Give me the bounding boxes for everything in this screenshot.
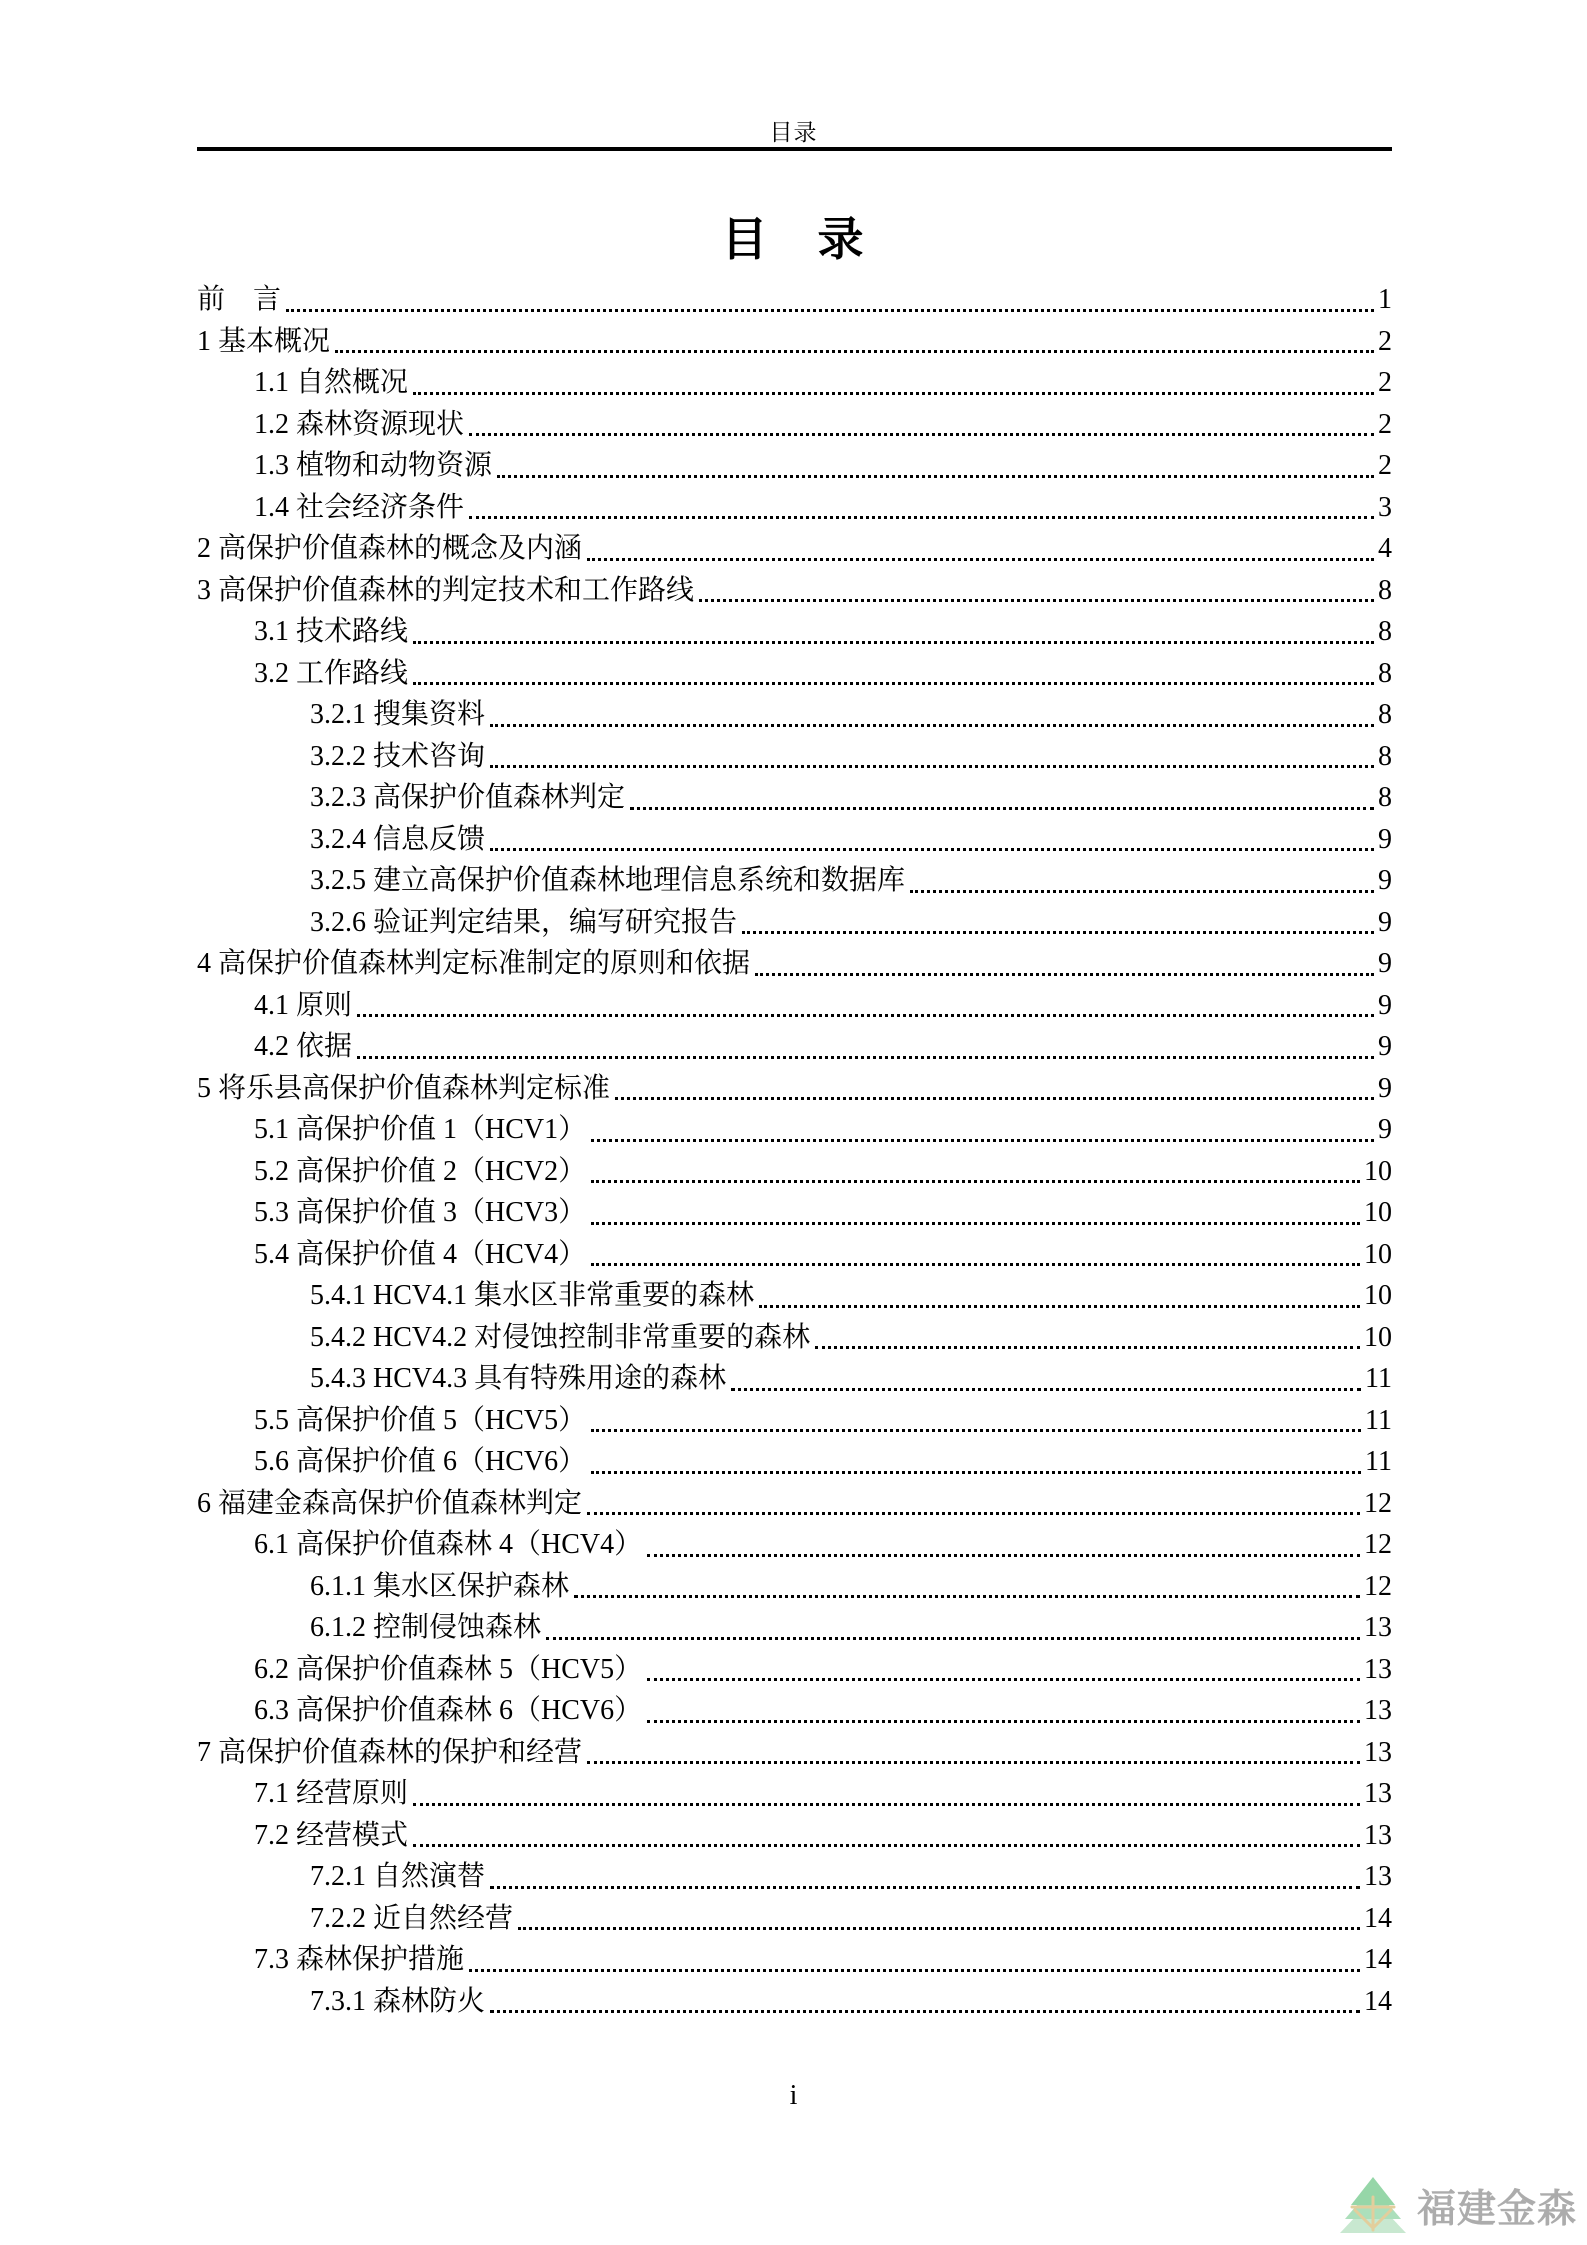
toc-entry[interactable]	[197, 1483, 1392, 1525]
toc-entry-label: 6.1.2 控制侵蚀森林	[310, 1612, 542, 1643]
toc-entry-label: 7.3.1 森林防火	[310, 1985, 486, 2017]
dot-leader	[413, 1844, 1360, 1847]
toc-entry-page: 8	[1378, 616, 1392, 647]
toc-entry[interactable]	[197, 1400, 1392, 1442]
dot-leader	[755, 973, 1374, 976]
toc-entry-label: 3.2.6 验证判定结果，编写研究报告	[310, 906, 738, 938]
toc-entry-label: 5.4.3 HCV4.3 具有特殊用途的森林	[310, 1363, 727, 1394]
toc-entry-label: 1 基本概况	[197, 325, 331, 357]
toc-entry-page: 13	[1364, 1778, 1392, 1809]
dot-leader	[647, 1678, 1360, 1681]
dot-leader	[490, 2010, 1360, 2013]
toc-entry-page: 13	[1364, 1819, 1392, 1851]
toc-entry-page: 9	[1378, 906, 1392, 938]
toc-entry-page: 9	[1378, 865, 1392, 896]
toc-entry[interactable]	[197, 1234, 1392, 1276]
toc-entry[interactable]	[197, 362, 1392, 404]
toc-entry-page: 13	[1364, 1612, 1392, 1643]
toc-entry[interactable]	[197, 1275, 1392, 1317]
toc-entry[interactable]	[197, 1981, 1392, 2023]
toc-entry-page: 8	[1378, 574, 1392, 606]
toc-entry-label: 6 福建金森高保护价值森林判定	[197, 1487, 583, 1519]
toc-entry-label: 5.2 高保护价值 2（HCV2）	[254, 1155, 587, 1187]
dot-leader	[490, 765, 1374, 768]
toc-entry-page: 10	[1364, 1280, 1392, 1311]
dot-leader	[647, 1720, 1360, 1723]
toc-entry-page: 2	[1378, 450, 1392, 481]
dot-leader	[413, 682, 1374, 685]
toc-entry-label: 4.1 原则	[254, 989, 353, 1021]
dot-leader	[647, 1554, 1360, 1557]
toc-entry-page: 11	[1365, 1446, 1392, 1477]
dot-leader	[591, 1222, 1360, 1225]
toc-entry[interactable]	[197, 985, 1392, 1027]
toc-entry-page: 13	[1364, 1861, 1392, 1892]
dot-leader	[815, 1346, 1360, 1349]
toc-entry[interactable]	[197, 819, 1392, 861]
toc-entry-page: 10	[1364, 1155, 1392, 1187]
pine-tree-icon	[1338, 2176, 1408, 2236]
toc-entry-page: 13	[1364, 1653, 1392, 1685]
dot-leader	[546, 1637, 1360, 1640]
toc-entry[interactable]	[197, 653, 1392, 695]
toc-entry[interactable]	[197, 1898, 1392, 1940]
toc-entry-page: 13	[1364, 1736, 1392, 1768]
toc-entry[interactable]	[197, 445, 1392, 487]
toc-entry-label: 前 言	[197, 284, 282, 315]
toc-entry-page: 9	[1378, 1114, 1392, 1145]
toc-entry[interactable]	[197, 1068, 1392, 1110]
toc-entry-page: 1	[1378, 284, 1392, 315]
toc-entry[interactable]	[197, 1607, 1392, 1649]
toc-entry-page: 9	[1378, 989, 1392, 1021]
dot-leader	[286, 309, 1374, 312]
toc-entry[interactable]	[197, 902, 1392, 944]
dot-leader	[469, 433, 1374, 436]
toc-entry[interactable]	[197, 1192, 1392, 1234]
toc-entry-label: 5.4 高保护价值 4（HCV4）	[254, 1238, 587, 1270]
toc-entry[interactable]	[197, 321, 1392, 363]
toc-entry-page: 8	[1378, 740, 1392, 772]
toc-entry-label: 7.2 经营模式	[254, 1819, 409, 1851]
toc-list	[197, 279, 1392, 2022]
toc-entry-page: 8	[1378, 782, 1392, 813]
toc-entry-page: 2	[1378, 408, 1392, 440]
toc-entry-page: 9	[1378, 1072, 1392, 1104]
running-header: 目录	[769, 120, 818, 145]
dot-leader	[469, 1969, 1360, 1972]
toc-entry[interactable]	[197, 1566, 1392, 1608]
toc-entry-label: 5 将乐县高保护价值森林判定标准	[197, 1072, 611, 1104]
toc-entry-page: 12	[1364, 1570, 1392, 1602]
dot-leader	[759, 1305, 1360, 1308]
toc-entry-label: 6.1.1 集水区保护森林	[310, 1570, 570, 1602]
dot-leader	[413, 1803, 1360, 1806]
dot-leader	[630, 807, 1374, 810]
toc-entry-label: 1.4 社会经济条件	[254, 491, 465, 523]
dot-leader	[615, 1097, 1374, 1100]
dot-leader	[591, 1180, 1360, 1183]
dot-leader	[587, 558, 1374, 561]
company-logo	[1338, 2176, 1577, 2236]
toc-entry-page: 9	[1378, 823, 1392, 855]
toc-entry-page: 9	[1378, 948, 1392, 979]
toc-entry-page: 12	[1364, 1487, 1392, 1519]
toc-entry-page: 14	[1364, 1944, 1392, 1975]
toc-entry-page: 8	[1378, 699, 1392, 730]
toc-entry-page: 11	[1365, 1404, 1392, 1436]
toc-entry[interactable]	[197, 1358, 1392, 1400]
toc-entry-label: 6.3 高保护价值森林 6（HCV6）	[254, 1695, 643, 1726]
dot-leader	[497, 475, 1374, 478]
toc-entry[interactable]	[197, 736, 1392, 778]
toc-entry[interactable]	[197, 1441, 1392, 1483]
dot-leader	[357, 1014, 1374, 1017]
toc-entry[interactable]	[197, 487, 1392, 529]
toc-entry-page: 2	[1378, 325, 1392, 357]
toc-entry-page: 9	[1378, 1031, 1392, 1062]
toc-entry-label: 4.2 依据	[254, 1031, 353, 1062]
toc-entry-page: 3	[1378, 491, 1392, 523]
toc-entry-label: 3.2.4 信息反馈	[310, 823, 486, 855]
company-logo-text: 福建金森	[1417, 2188, 1578, 2231]
toc-entry[interactable]	[197, 1773, 1392, 1815]
toc-entry-page: 14	[1364, 1985, 1392, 2017]
dot-leader	[910, 890, 1374, 893]
dot-leader	[591, 1471, 1361, 1474]
toc-entry-label: 5.4.2 HCV4.2 对侵蚀控制非常重要的森林	[310, 1321, 811, 1353]
toc-entry-label: 7.3 森林保护措施	[254, 1944, 465, 1975]
toc-entry-label: 3.2 工作路线	[254, 657, 409, 689]
toc-entry[interactable]	[197, 777, 1392, 819]
dot-leader	[413, 641, 1374, 644]
toc-entry-label: 1.1 自然概况	[254, 367, 409, 398]
dot-leader	[591, 1429, 1361, 1432]
toc-entry-label: 2 高保护价值森林的概念及内涵	[197, 533, 583, 564]
toc-entry[interactable]	[197, 1026, 1392, 1068]
toc-entry[interactable]	[197, 1317, 1392, 1359]
dot-leader	[587, 1761, 1360, 1764]
dot-leader	[490, 724, 1374, 727]
toc-entry[interactable]	[197, 1151, 1392, 1193]
toc-entry[interactable]	[197, 611, 1392, 653]
toc-entry[interactable]	[197, 528, 1392, 570]
dot-leader	[518, 1927, 1360, 1930]
toc-entry-page: 14	[1364, 1902, 1392, 1934]
dot-leader	[591, 1263, 1360, 1266]
page-number: i	[789, 2080, 798, 2111]
header-rule	[197, 147, 1392, 151]
toc-entry[interactable]	[197, 1732, 1392, 1774]
dot-leader	[413, 392, 1374, 395]
toc-entry-label: 5.4.1 HCV4.1 集水区非常重要的森林	[310, 1280, 755, 1311]
toc-entry-label: 3.2.1 搜集资料	[310, 699, 486, 730]
toc-entry[interactable]	[197, 1649, 1392, 1691]
toc-entry-page: 10	[1364, 1321, 1392, 1353]
toc-entry[interactable]	[197, 279, 1392, 321]
toc-entry-page: 12	[1364, 1529, 1392, 1560]
toc-entry-label: 3.2.5 建立高保护价值森林地理信息系统和数据库	[310, 865, 906, 896]
toc-entry[interactable]	[197, 404, 1392, 446]
dot-leader	[469, 516, 1374, 519]
toc-entry-page: 4	[1378, 533, 1392, 564]
toc-entry[interactable]	[197, 1690, 1392, 1732]
toc-entry-page: 10	[1364, 1238, 1392, 1270]
toc-entry-label: 5.3 高保护价值 3（HCV3）	[254, 1197, 587, 1228]
toc-entry-page: 10	[1364, 1197, 1392, 1228]
toc-entry-label: 5.1 高保护价值 1（HCV1）	[254, 1114, 587, 1145]
toc-entry[interactable]	[197, 694, 1392, 736]
toc-entry-label: 4 高保护价值森林判定标准制定的原则和依据	[197, 948, 751, 979]
toc-entry-label: 3.1 技术路线	[254, 616, 409, 647]
dot-leader	[335, 350, 1374, 353]
toc-entry[interactable]	[197, 1939, 1392, 1981]
toc-entry-label: 3.2.3 高保护价值森林判定	[310, 782, 626, 813]
toc-entry-label: 3 高保护价值森林的判定技术和工作路线	[197, 574, 695, 606]
dot-leader	[490, 1886, 1360, 1889]
dot-leader	[591, 1139, 1374, 1142]
toc-entry-label: 5.6 高保护价值 6（HCV6）	[254, 1446, 587, 1477]
dot-leader	[357, 1056, 1374, 1059]
page-title: 目 录	[721, 214, 866, 265]
toc-entry-label: 1.3 植物和动物资源	[254, 450, 493, 481]
toc-entry-label: 7.2.2 近自然经营	[310, 1902, 514, 1934]
dot-leader	[699, 599, 1374, 602]
toc-entry-label: 7 高保护价值森林的保护和经营	[197, 1736, 583, 1768]
toc-entry[interactable]	[197, 860, 1392, 902]
dot-leader	[574, 1595, 1360, 1598]
toc-entry-label: 6.2 高保护价值森林 5（HCV5）	[254, 1653, 643, 1685]
toc-entry[interactable]	[197, 1524, 1392, 1566]
dot-leader	[587, 1512, 1360, 1515]
toc-entry-label: 5.5 高保护价值 5（HCV5）	[254, 1404, 587, 1436]
toc-entry[interactable]	[197, 1856, 1392, 1898]
toc-entry-label: 7.2.1 自然演替	[310, 1861, 486, 1892]
toc-entry[interactable]	[197, 1815, 1392, 1857]
dot-leader	[731, 1388, 1361, 1391]
toc-entry[interactable]	[197, 1109, 1392, 1151]
toc-entry-page: 11	[1365, 1363, 1392, 1394]
dot-leader	[490, 848, 1374, 851]
toc-entry-page: 8	[1378, 657, 1392, 689]
toc-entry[interactable]	[197, 570, 1392, 612]
dot-leader	[742, 931, 1374, 934]
toc-entry-page: 2	[1378, 367, 1392, 398]
toc-entry-page: 13	[1364, 1695, 1392, 1726]
toc-entry-label: 7.1 经营原则	[254, 1778, 409, 1809]
toc-entry-label: 3.2.2 技术咨询	[310, 740, 486, 772]
toc-entry-label: 1.2 森林资源现状	[254, 408, 465, 440]
toc-entry[interactable]	[197, 943, 1392, 985]
toc-entry-label: 6.1 高保护价值森林 4（HCV4）	[254, 1529, 643, 1560]
